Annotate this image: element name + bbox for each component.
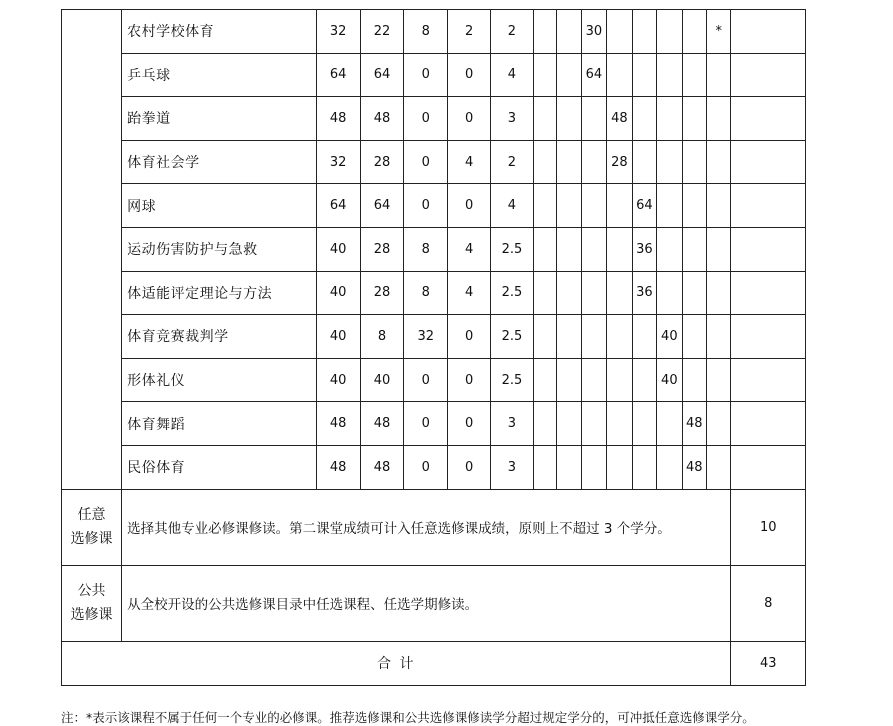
semester-cell: 30 [581, 10, 606, 54]
semester-cell [557, 315, 581, 359]
semester-cell: 40 [657, 315, 682, 359]
course-row [62, 140, 806, 184]
semester-cell: 48 [607, 97, 632, 141]
semester-cell [632, 445, 656, 489]
semester-cell [682, 97, 706, 141]
semester-cell [707, 184, 731, 228]
semester-cell [533, 358, 556, 402]
semester-cell [707, 315, 731, 359]
semester-cell [557, 227, 581, 271]
course-row [62, 97, 806, 141]
course-hours-cell: 4 [491, 184, 534, 228]
course-hours-cell: 40 [316, 315, 360, 359]
course-hours-cell: 28 [360, 227, 404, 271]
semester-cell: 48 [682, 402, 706, 446]
course-credit-cell [731, 10, 806, 54]
course-hours-cell: 2 [491, 140, 534, 184]
semester-cell [581, 402, 606, 446]
semester-cell [632, 402, 656, 446]
course-hours-cell: 40 [316, 358, 360, 402]
course-hours-cell: 0 [404, 97, 448, 141]
semester-cell: 36 [632, 227, 656, 271]
course-hours-cell: 48 [316, 97, 360, 141]
semester-cell [581, 184, 606, 228]
semester-cell [607, 184, 632, 228]
course-hours-cell: 40 [316, 271, 360, 315]
semester-cell: * [707, 10, 731, 54]
course-hours-cell: 0 [404, 445, 448, 489]
course-hours-cell: 0 [448, 445, 491, 489]
semester-cell [682, 271, 706, 315]
semester-cell: 64 [581, 53, 606, 97]
semester-cell [707, 53, 731, 97]
semester-cell [682, 140, 706, 184]
semester-cell [632, 358, 656, 402]
course-credit-cell [731, 227, 806, 271]
free-elective-label: 任意 选修课 [62, 489, 122, 565]
semester-cell [581, 358, 606, 402]
public-elective-credits: 8 [731, 565, 806, 641]
semester-cell [632, 97, 656, 141]
semester-cell [607, 271, 632, 315]
semester-cell [682, 358, 706, 402]
semester-cell [533, 140, 556, 184]
course-hours-cell: 40 [316, 227, 360, 271]
semester-cell [682, 184, 706, 228]
course-credit-cell [731, 315, 806, 359]
course-hours-cell: 2.5 [491, 358, 534, 402]
course-name: 形体礼仪 [122, 358, 317, 402]
course-name: 乒乓球 [122, 53, 317, 97]
course-hours-cell: 4 [448, 227, 491, 271]
course-credit-cell [731, 53, 806, 97]
course-hours-cell: 48 [316, 402, 360, 446]
course-hours-cell: 0 [404, 53, 448, 97]
course-row [62, 358, 806, 402]
semester-cell [682, 315, 706, 359]
semester-cell [581, 227, 606, 271]
course-row [62, 10, 806, 54]
semester-cell [533, 227, 556, 271]
course-row [62, 184, 806, 228]
course-hours-cell: 3 [491, 402, 534, 446]
category-cell [62, 10, 122, 490]
semester-cell [607, 315, 632, 359]
semester-cell [533, 53, 556, 97]
semester-cell [557, 445, 581, 489]
course-hours-cell: 2.5 [491, 315, 534, 359]
course-hours-cell: 48 [360, 97, 404, 141]
course-row [62, 445, 806, 489]
semester-cell [533, 10, 556, 54]
semester-cell [557, 53, 581, 97]
course-hours-cell: 48 [360, 402, 404, 446]
semester-cell [581, 140, 606, 184]
course-row [62, 227, 806, 271]
course-hours-cell: 0 [448, 358, 491, 402]
public-elective-description: 从全校开设的公共选修课目录中任选课程、任选学期修读。 [122, 565, 731, 641]
course-credit-cell [731, 358, 806, 402]
course-hours-cell: 32 [316, 10, 360, 54]
semester-cell [707, 97, 731, 141]
semester-cell [533, 184, 556, 228]
course-hours-cell: 0 [448, 97, 491, 141]
semester-cell [632, 140, 656, 184]
course-name: 民俗体育 [122, 445, 317, 489]
course-name: 体育舞蹈 [122, 402, 317, 446]
course-hours-cell: 48 [316, 445, 360, 489]
semester-cell [557, 271, 581, 315]
course-credit-cell [731, 402, 806, 446]
semester-cell: 28 [607, 140, 632, 184]
semester-cell: 64 [632, 184, 656, 228]
semester-cell [657, 271, 682, 315]
course-hours-cell: 28 [360, 271, 404, 315]
semester-cell [533, 402, 556, 446]
semester-cell [682, 53, 706, 97]
semester-cell [632, 53, 656, 97]
course-hours-cell: 4 [448, 271, 491, 315]
semester-cell [657, 227, 682, 271]
course-hours-cell: 3 [491, 445, 534, 489]
course-hours-cell: 32 [316, 140, 360, 184]
semester-cell [607, 10, 632, 54]
semester-cell [707, 271, 731, 315]
course-name: 跆拳道 [122, 97, 317, 141]
semester-cell [707, 140, 731, 184]
course-name: 体育社会学 [122, 140, 317, 184]
semester-cell [632, 10, 656, 54]
free-elective-credits: 10 [731, 489, 806, 565]
semester-cell [581, 97, 606, 141]
semester-cell [707, 445, 731, 489]
semester-cell [607, 53, 632, 97]
course-credit-cell [731, 184, 806, 228]
public-elective-label: 公共 选修课 [62, 565, 122, 641]
semester-cell [557, 10, 581, 54]
course-hours-cell: 64 [360, 184, 404, 228]
semester-cell [557, 140, 581, 184]
semester-cell [657, 10, 682, 54]
semester-cell [657, 97, 682, 141]
course-hours-cell: 2.5 [491, 227, 534, 271]
course-name: 运动伤害防护与急救 [122, 227, 317, 271]
course-name: 农村学校体育 [122, 10, 317, 54]
semester-cell [581, 445, 606, 489]
semester-cell [557, 184, 581, 228]
semester-cell [707, 227, 731, 271]
semester-cell [581, 271, 606, 315]
course-hours-cell: 2.5 [491, 271, 534, 315]
free-elective-description: 选择其他专业必修课修读。第二课堂成绩可计入任意选修课成绩，原则上不超过 3 个学分。 [122, 489, 731, 565]
course-hours-cell: 0 [448, 402, 491, 446]
semester-cell [607, 445, 632, 489]
semester-cell [533, 97, 556, 141]
course-row [62, 271, 806, 315]
course-hours-cell: 3 [491, 97, 534, 141]
semester-cell [533, 271, 556, 315]
semester-cell: 36 [632, 271, 656, 315]
free-elective-row [62, 489, 806, 565]
curriculum-table [61, 9, 806, 686]
course-credit-cell [731, 140, 806, 184]
course-hours-cell: 0 [404, 402, 448, 446]
semester-cell [607, 402, 632, 446]
semester-cell [533, 445, 556, 489]
course-name: 体育竞赛裁判学 [122, 315, 317, 359]
course-row [62, 402, 806, 446]
semester-cell [632, 315, 656, 359]
course-hours-cell: 64 [316, 53, 360, 97]
course-hours-cell: 8 [404, 10, 448, 54]
course-hours-cell: 8 [404, 271, 448, 315]
semester-cell: 40 [657, 358, 682, 402]
semester-cell [657, 184, 682, 228]
semester-cell [657, 445, 682, 489]
semester-cell [657, 140, 682, 184]
course-hours-cell: 0 [404, 358, 448, 402]
course-name: 网球 [122, 184, 317, 228]
course-credit-cell [731, 271, 806, 315]
total-label: 合 计 [62, 641, 731, 685]
semester-cell [607, 227, 632, 271]
course-credit-cell [731, 97, 806, 141]
course-hours-cell: 0 [404, 184, 448, 228]
total-row [62, 641, 806, 685]
semester-cell [707, 402, 731, 446]
course-hours-cell: 48 [360, 445, 404, 489]
course-hours-cell: 4 [448, 140, 491, 184]
semester-cell [682, 10, 706, 54]
course-hours-cell: 32 [404, 315, 448, 359]
course-hours-cell: 64 [316, 184, 360, 228]
course-hours-cell: 22 [360, 10, 404, 54]
public-elective-row [62, 565, 806, 641]
course-name: 体适能评定理论与方法 [122, 271, 317, 315]
course-credit-cell [731, 445, 806, 489]
course-hours-cell: 4 [491, 53, 534, 97]
course-hours-cell: 8 [404, 227, 448, 271]
semester-cell [607, 358, 632, 402]
semester-cell [707, 358, 731, 402]
course-hours-cell: 40 [360, 358, 404, 402]
course-list [62, 10, 806, 490]
course-hours-cell: 0 [448, 184, 491, 228]
course-hours-cell: 0 [448, 53, 491, 97]
footnote: 注：*表示该课程不属于任何一个专业的必修课。推荐选修课和公共选修课修读学分超过规定学分的，可冲抵任意选修课学分。 [61, 710, 755, 725]
course-hours-cell: 2 [448, 10, 491, 54]
course-hours-cell: 28 [360, 140, 404, 184]
semester-cell [682, 227, 706, 271]
course-hours-cell: 0 [404, 140, 448, 184]
semester-cell [557, 402, 581, 446]
course-hours-cell: 8 [360, 315, 404, 359]
total-credits: 43 [731, 641, 806, 685]
course-hours-cell: 0 [448, 315, 491, 359]
semester-cell [533, 315, 556, 359]
semester-cell [581, 315, 606, 359]
semester-cell [657, 53, 682, 97]
semester-cell [557, 97, 581, 141]
semester-cell [657, 402, 682, 446]
course-hours-cell: 64 [360, 53, 404, 97]
course-hours-cell: 2 [491, 10, 534, 54]
course-row [62, 315, 806, 359]
semester-cell: 48 [682, 445, 706, 489]
semester-cell [557, 358, 581, 402]
course-row [62, 53, 806, 97]
